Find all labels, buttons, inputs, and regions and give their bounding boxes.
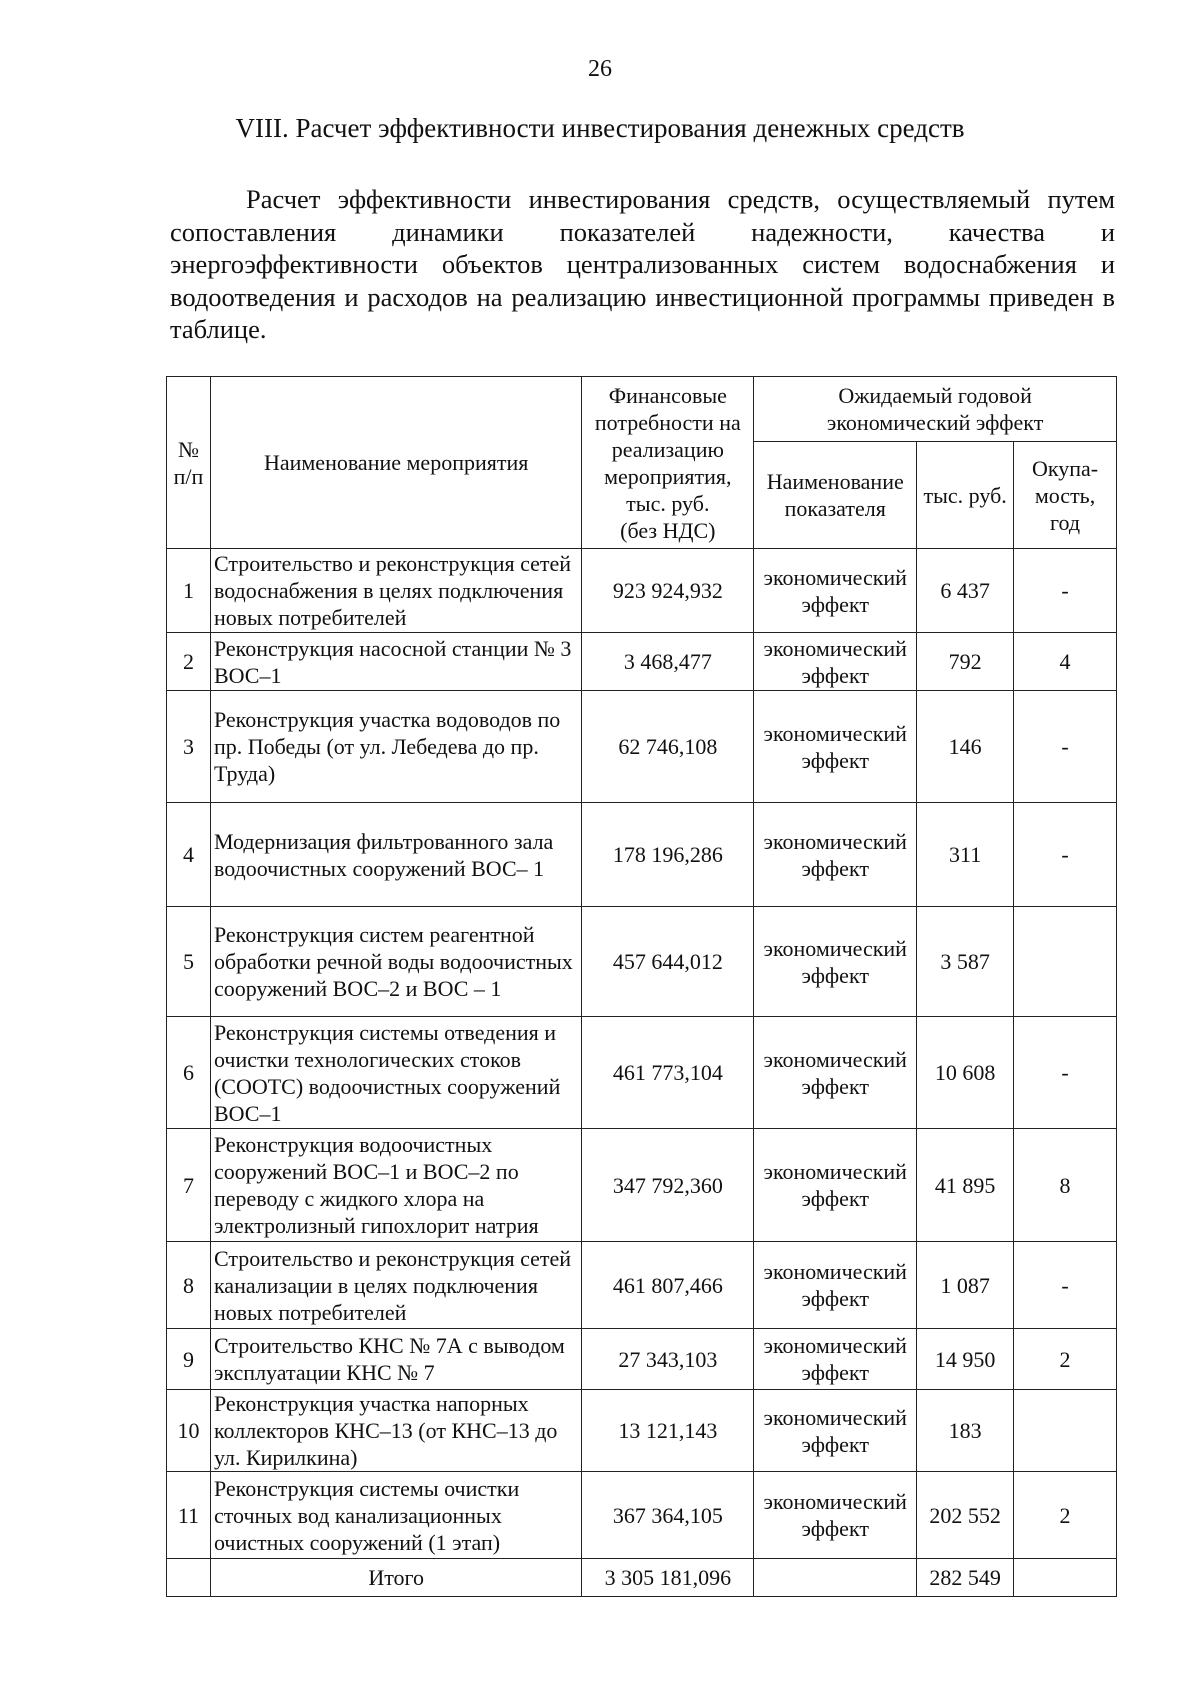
payback-years: -: [1014, 691, 1117, 803]
total-row: [167, 1559, 1117, 1597]
indicator-name: экономический эффект: [754, 691, 917, 803]
effect-value: 1 087: [917, 1242, 1014, 1329]
indicator-name: экономический эффект: [754, 549, 917, 633]
financial-need: 347 792,360: [582, 1129, 754, 1242]
financial-need: 923 924,932: [582, 549, 754, 633]
header-value: тыс. руб.: [917, 442, 1014, 549]
table-row: [167, 907, 1117, 1017]
payback-years: -: [1014, 1017, 1117, 1129]
measure-name: Реконструкция системы очистки сточных вод канализационных очистных сооружений (1 этап): [210, 1472, 581, 1559]
financial-need: 27 343,103: [582, 1329, 754, 1390]
payback-years: [1014, 907, 1117, 1017]
financial-need: 13 121,143: [582, 1390, 754, 1472]
effect-value: 183: [917, 1390, 1014, 1472]
header-cost: Финансовые потребности на реализацию мероприятия, тыс. руб. (без НДС): [582, 377, 754, 549]
indicator-name: экономический эффект: [754, 1472, 917, 1559]
payback-years: -: [1014, 549, 1117, 633]
payback-years: 2: [1014, 1329, 1117, 1390]
indicator-name: экономический эффект: [754, 1390, 917, 1472]
indicator-name: экономический эффект: [754, 1329, 917, 1390]
measure-name: Реконструкция участка напорных коллекторов КНС–13 (от КНС–13 до ул. Кирилкина): [210, 1390, 581, 1472]
total-empty-payback: [1014, 1559, 1117, 1597]
table-row: [167, 633, 1117, 691]
efficiency-table: [166, 376, 1117, 1597]
effect-value: 3 587: [917, 907, 1014, 1017]
indicator-name: экономический эффект: [754, 633, 917, 691]
financial-need: 461 773,104: [582, 1017, 754, 1129]
effect-value: 6 437: [917, 549, 1014, 633]
header-effect-group: Ожидаемый годовой экономический эффект: [754, 377, 1117, 442]
table-body: [167, 549, 1117, 1597]
measure-name: Строительство КНС № 7А с выводом эксплуатации КНС № 7: [210, 1329, 581, 1390]
row-number: 11: [167, 1472, 211, 1559]
measure-name: Реконструкция систем реагентной обработки речной воды водоочистных сооружений ВОС–2 и ВОС – 1: [210, 907, 581, 1017]
total-value: 282 549: [917, 1559, 1014, 1597]
row-number: 1: [167, 549, 211, 633]
financial-need: 62 746,108: [582, 691, 754, 803]
indicator-name: экономический эффект: [754, 1129, 917, 1242]
table-row: [167, 1242, 1117, 1329]
intro-text: Расчет эффективности инвестирования средств, осуществляемый путем сопоставления динамики показателей надежности, качества и энергоэффективности объектов централизованных систем водоснабжения и водоотведения и расходов на реализацию инвестиционной программы приведен в таблице.: [170, 184, 1115, 344]
payback-years: 2: [1014, 1472, 1117, 1559]
effect-value: 202 552: [917, 1472, 1014, 1559]
row-number: 7: [167, 1129, 211, 1242]
header-name: Наименование мероприятия: [210, 377, 581, 549]
payback-years: 4: [1014, 633, 1117, 691]
payback-years: -: [1014, 803, 1117, 907]
table-row: [167, 1472, 1117, 1559]
row-number: 3: [167, 691, 211, 803]
measure-name: Реконструкция водоочистных сооружений ВОС–1 и ВОС–2 по переводу с жидкого хлора на электролизный гипохлорит натрия: [210, 1129, 581, 1242]
section-heading: VIII. Расчет эффективности инвестирования денежных средств: [235, 113, 965, 143]
table-row: [167, 1129, 1117, 1242]
total-label: Итого: [210, 1559, 581, 1597]
payback-years: -: [1014, 1242, 1117, 1329]
table-row: [167, 549, 1117, 633]
header-indicator: Наименование показателя: [754, 442, 917, 549]
indicator-name: экономический эффект: [754, 907, 917, 1017]
measure-name: Модернизация фильтрованного зала водоочистных сооружений ВОС– 1: [210, 803, 581, 907]
table-row: [167, 803, 1117, 907]
page-number: 26: [588, 56, 612, 82]
table-header: [167, 377, 1117, 549]
measure-name: Реконструкция системы отведения и очистки технологических стоков (СООТС) водоочистных сооружений ВОС–1: [210, 1017, 581, 1129]
row-number: 10: [167, 1390, 211, 1472]
row-number: 6: [167, 1017, 211, 1129]
row-number: 2: [167, 633, 211, 691]
header-num: № п/п: [167, 377, 211, 549]
effect-value: 10 608: [917, 1017, 1014, 1129]
indicator-name: экономический эффект: [754, 1242, 917, 1329]
financial-need: 3 468,477: [582, 633, 754, 691]
table-row: [167, 1390, 1117, 1472]
row-number: 4: [167, 803, 211, 907]
measure-name: Строительство и реконструкция сетей водоснабжения в целях подключения новых потребителей: [210, 549, 581, 633]
row-number: 8: [167, 1242, 211, 1329]
payback-years: [1014, 1390, 1117, 1472]
effect-value: 311: [917, 803, 1014, 907]
financial-need: 367 364,105: [582, 1472, 754, 1559]
row-number: 5: [167, 907, 211, 1017]
intro-paragraph: [170, 183, 1115, 346]
total-empty-num: [167, 1559, 211, 1597]
effect-value: 146: [917, 691, 1014, 803]
financial-need: 178 196,286: [582, 803, 754, 907]
payback-years: 8: [1014, 1129, 1117, 1242]
measure-name: Строительство и реконструкция сетей канализации в целях подключения новых потребителей: [210, 1242, 581, 1329]
measure-name: Реконструкция насосной станции № 3 ВОС–1: [210, 633, 581, 691]
row-number: 9: [167, 1329, 211, 1390]
effect-value: 792: [917, 633, 1014, 691]
financial-need: 457 644,012: [582, 907, 754, 1017]
table-row: [167, 1329, 1117, 1390]
table-row: [167, 1017, 1117, 1129]
financial-need: 461 807,466: [582, 1242, 754, 1329]
indicator-name: экономический эффект: [754, 803, 917, 907]
effect-value: 41 895: [917, 1129, 1014, 1242]
table-row: [167, 691, 1117, 803]
effect-value: 14 950: [917, 1329, 1014, 1390]
total-empty-indicator: [754, 1559, 917, 1597]
total-cost: 3 305 181,096: [582, 1559, 754, 1597]
header-payback: Окупа- мость, год: [1014, 442, 1117, 549]
indicator-name: экономический эффект: [754, 1017, 917, 1129]
measure-name: Реконструкция участка водоводов по пр. Победы (от ул. Лебедева до пр. Труда): [210, 691, 581, 803]
